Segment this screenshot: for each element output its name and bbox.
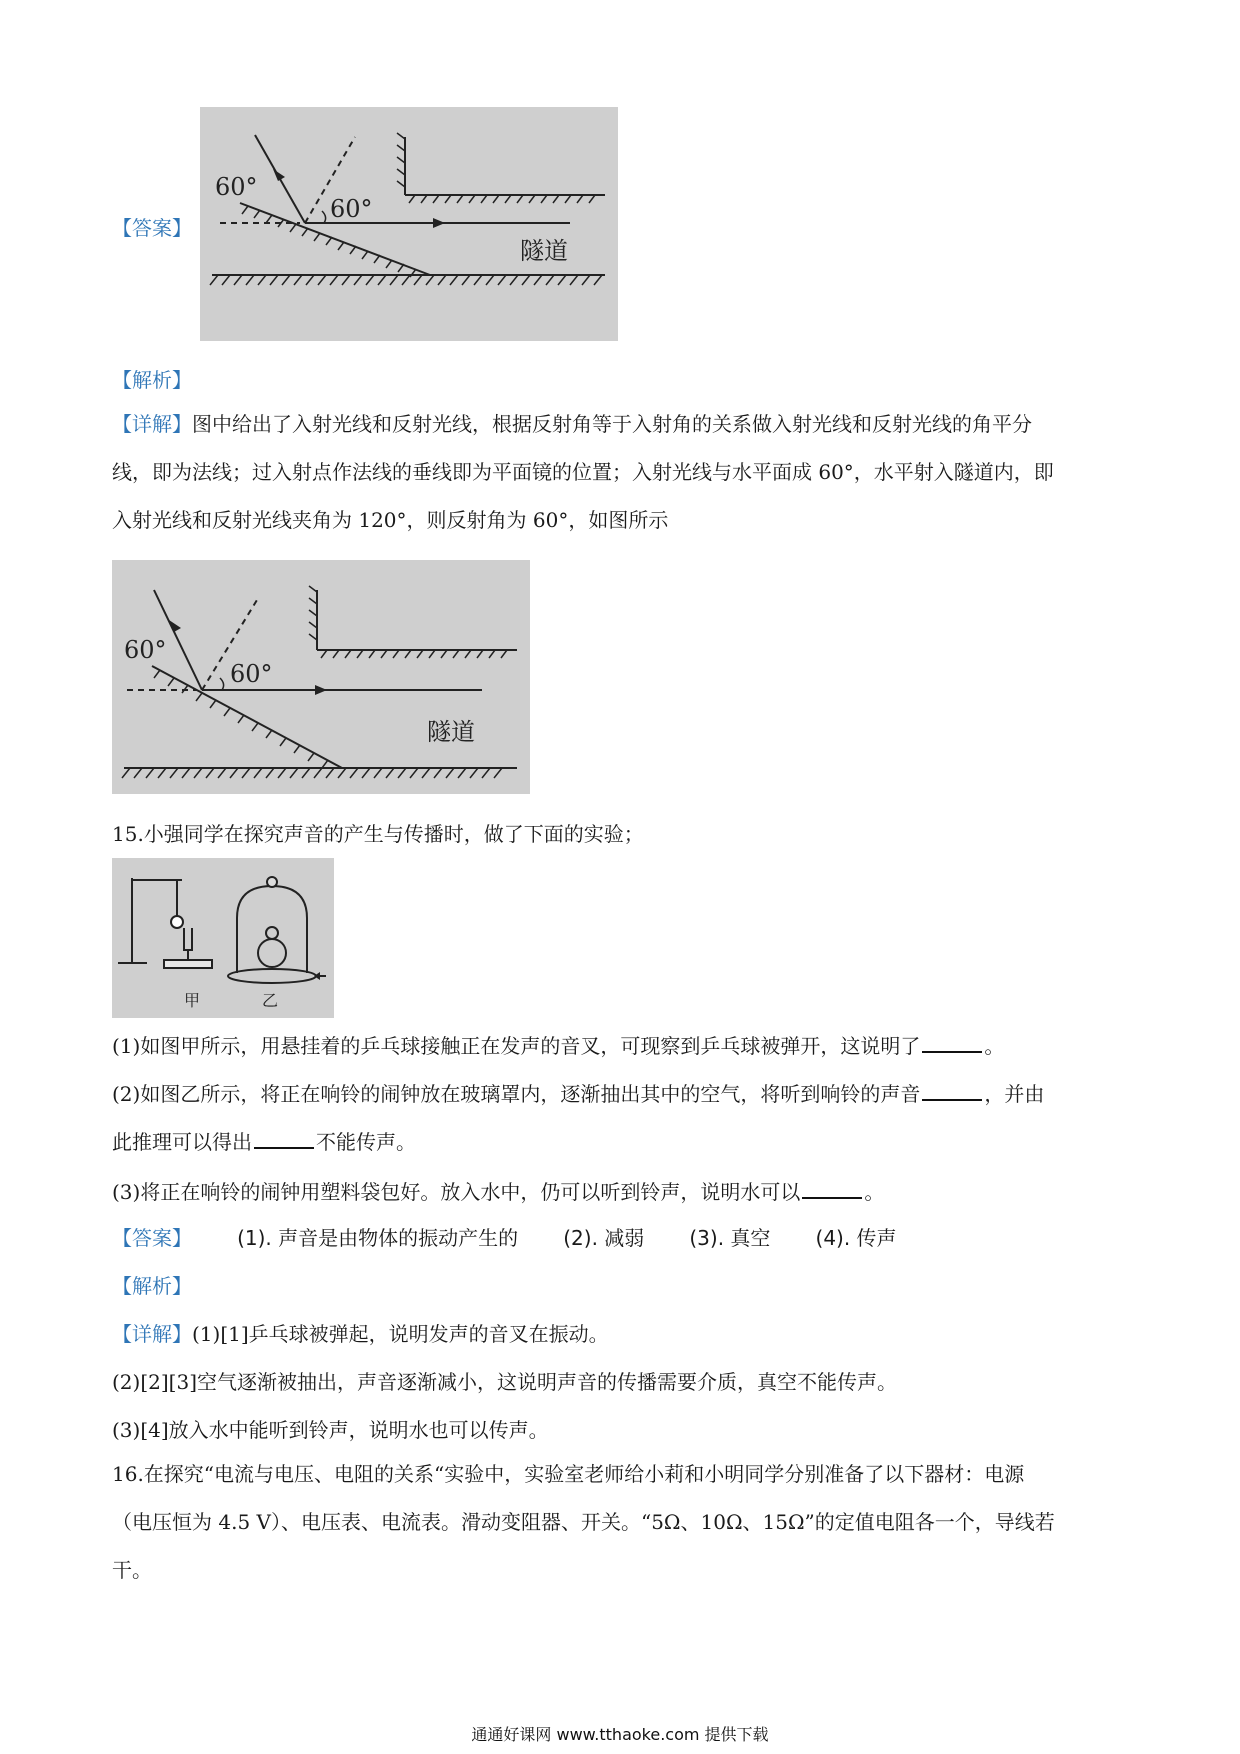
- q15-detail-1-text: (1)[1]乒乓球被弹起，说明发声的音叉在振动。: [192, 1322, 609, 1346]
- q16-line2: （电压恒为 4.5 V）、电压表、电流表。滑动变阻器、开关。“5Ω、10Ω、15Ω”的定值电阻各一个，导线若: [112, 1510, 1055, 1534]
- detail-figure-reflection: [112, 560, 530, 794]
- page-footer: 通通好课网 www.tthaoke.com 提供下载: [471, 1725, 769, 1744]
- tunnel-label: 隧道: [520, 237, 568, 265]
- q15-detail-2: (2)[2][3]空气逐渐被抽出，声音逐渐减小，这说明声音的传播需要介质，真空不能传声。: [112, 1370, 897, 1394]
- q15-detail-1: [112, 1318, 609, 1347]
- q15-part2-text: (2)如图乙所示，将正在响铃的闹钟放在玻璃罩内，逐渐抽出其中的空气，将听到响铃的声音: [112, 1082, 921, 1106]
- analysis-label: 【解析】: [112, 368, 192, 392]
- figure-label-yi: 乙: [262, 991, 279, 1010]
- detail-label: 【详解】: [112, 412, 192, 436]
- q15-part3-text: (3)将正在响铃的闹钟用塑料袋包好。放入水中，仍可以听到铃声，说明水可以: [112, 1180, 801, 1204]
- q15-answer-2: (2). 减弱: [563, 1226, 645, 1250]
- q14-detail-line2: 线，即为法线；过入射点作法线的垂线即为平面镜的位置；入射光线与水平面成 60°，水平射入隧道内，即: [112, 460, 1054, 484]
- q16-line3: 干。: [112, 1558, 152, 1582]
- q15-answer-label: 【答案】: [112, 1226, 192, 1250]
- angle-label-right-2: 60°: [230, 660, 273, 688]
- q15-part2-cont: [112, 1126, 416, 1155]
- answer-blank-3[interactable]: [254, 1131, 314, 1149]
- q15-part1-text: (1)如图甲所示，用悬挂着的乒乓球接触正在发声的音叉，可现察到乒乓球被弹开，这说明了: [112, 1034, 921, 1058]
- figure-label-jia: 甲: [184, 991, 201, 1010]
- tunnel-label-2: 隧道: [427, 718, 475, 746]
- q15-part1-end: 。: [984, 1034, 1005, 1058]
- q14-detail: [112, 400, 1132, 544]
- q15-answer-1: (1). 声音是由物体的振动产生的: [237, 1226, 519, 1250]
- angle-label-right: 60°: [330, 195, 373, 223]
- angle-label-left-2: 60°: [124, 636, 167, 664]
- answer-figure-reflection: [200, 107, 618, 341]
- q16-stem: [112, 1450, 1132, 1594]
- answer-label: 【答案】: [112, 216, 192, 240]
- q14-detail-line1: 图中给出了入射光线和反射光线，根据反射角等于入射角的关系做入射光线和反射光线的角平分: [192, 412, 1032, 436]
- q15-part1: [112, 1030, 1004, 1059]
- q15-part2-cont-text: 此推理可以得出: [112, 1130, 252, 1154]
- q15-detail-3: (3)[4]放入水中能听到铃声，说明水也可以传声。: [112, 1418, 549, 1442]
- q15-part3-end: 。: [864, 1180, 885, 1204]
- q15-part2: [112, 1078, 1044, 1107]
- q15-part2-cont-end: 不能传声。: [316, 1130, 416, 1154]
- q15-analysis-label: 【解析】: [112, 1274, 192, 1298]
- q15-part2-mid: ，并由: [984, 1082, 1045, 1106]
- answer-blank-4[interactable]: [802, 1181, 862, 1199]
- q15-part3: [112, 1176, 884, 1205]
- angle-label-left: 60°: [215, 173, 258, 201]
- q15-stem: 15.小强同学在探究声音的产生与传播时，做了下面的实验；: [112, 822, 644, 846]
- q15-answer-row: [112, 1222, 897, 1251]
- q14-detail-line3: 入射光线和反射光线夹角为 120°，则反射角为 60°，如图所示: [112, 508, 669, 532]
- q15-figure: [112, 858, 334, 1018]
- q15-detail-label: 【详解】: [112, 1322, 192, 1346]
- answer-blank-1[interactable]: [922, 1035, 982, 1053]
- answer-blank-2[interactable]: [922, 1083, 982, 1101]
- q15-answer-4: (4). 传声: [815, 1226, 897, 1250]
- q15-answer-3: (3). 真空: [689, 1226, 771, 1250]
- q16-line1: 16.在探究“电流与电压、电阻的关系“实验中，实验室老师给小莉和小明同学分别准备了以下器材：电源: [112, 1462, 1025, 1486]
